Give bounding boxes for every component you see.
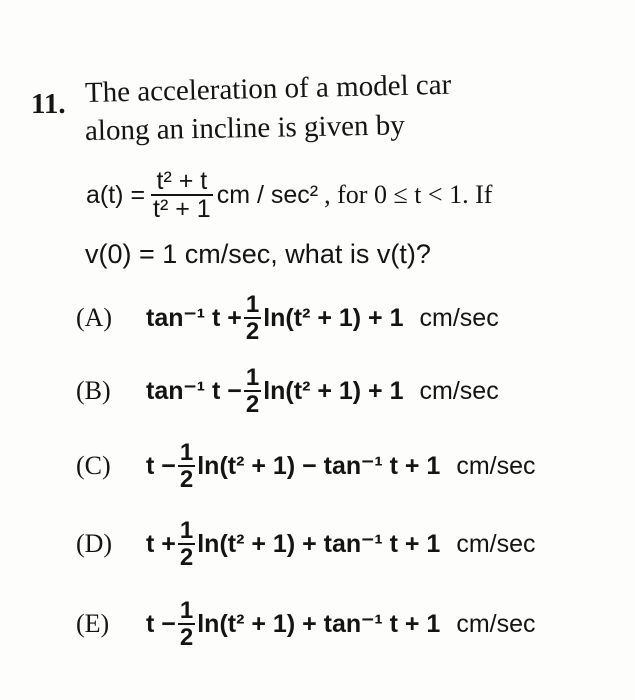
question-text-line-2: along an incline is given by [84,109,405,147]
fraction-denominator: 2 [245,318,260,346]
option-unit: cm/sec [419,303,499,332]
option-expression-pre: tan⁻¹ t + [146,304,242,333]
fraction-numerator: 1 [179,439,194,466]
option-fraction [178,598,195,650]
option-unit: cm/sec [456,609,536,638]
option-fraction [178,518,195,570]
fraction-denominator: 2 [179,624,194,652]
fraction-numerator: 1 [179,597,194,624]
equation-lhs: a(t) = [86,180,146,209]
fraction-denominator: 2 [179,466,194,494]
option-expression-pre: t − [146,451,176,480]
option-d[interactable] [76,518,536,570]
option-expression-post: ln(t² + 1) + 1 [263,376,404,405]
option-expression-post: ln(t² + 1) − tan⁻¹ t + 1 [197,452,441,481]
option-fraction [244,292,261,344]
equation-fraction [151,168,213,223]
fraction-numerator: 1 [245,291,260,318]
option-fraction [178,440,195,492]
option-expression-post: ln(t² + 1) + tan⁻¹ t + 1 [197,610,441,639]
acceleration-equation [86,168,492,223]
option-unit: cm/sec [456,451,536,480]
question-text-line-1: The acceleration of a model car [84,68,452,109]
option-unit: cm/sec [456,529,536,558]
question-number: 11. [31,88,66,120]
option-label: (E) [76,609,110,639]
equation-condition: , for 0 ≤ t < 1. If [324,180,493,210]
fraction-denominator: 2 [245,391,260,419]
fraction-numerator: 1 [179,517,194,544]
option-label: (B) [76,376,111,406]
fraction-denominator: 2 [179,544,194,572]
option-expression-post: ln(t² + 1) + 1 [263,303,404,332]
fraction-numerator: 1 [245,364,260,391]
option-a[interactable] [76,292,499,344]
initial-condition: v(0) = 1 cm/sec, what is v(t)? [85,239,431,269]
option-expression-pre: tan⁻¹ t − [146,377,242,406]
option-label: (D) [76,529,113,559]
option-unit: cm/sec [419,376,499,405]
option-label: (A) [76,303,113,333]
option-expression-post: ln(t² + 1) + tan⁻¹ t + 1 [197,530,441,559]
equation-numerator: t² + t [156,167,208,195]
option-b[interactable] [76,365,499,417]
equation-units: cm / sec² [216,180,319,209]
option-e[interactable] [76,598,536,650]
option-label: (C) [76,451,111,481]
option-c[interactable] [76,440,536,492]
option-expression-pre: t − [146,609,176,638]
equation-denominator: t² + 1 [153,195,211,224]
option-expression-pre: t + [146,529,176,558]
option-fraction [244,365,261,417]
